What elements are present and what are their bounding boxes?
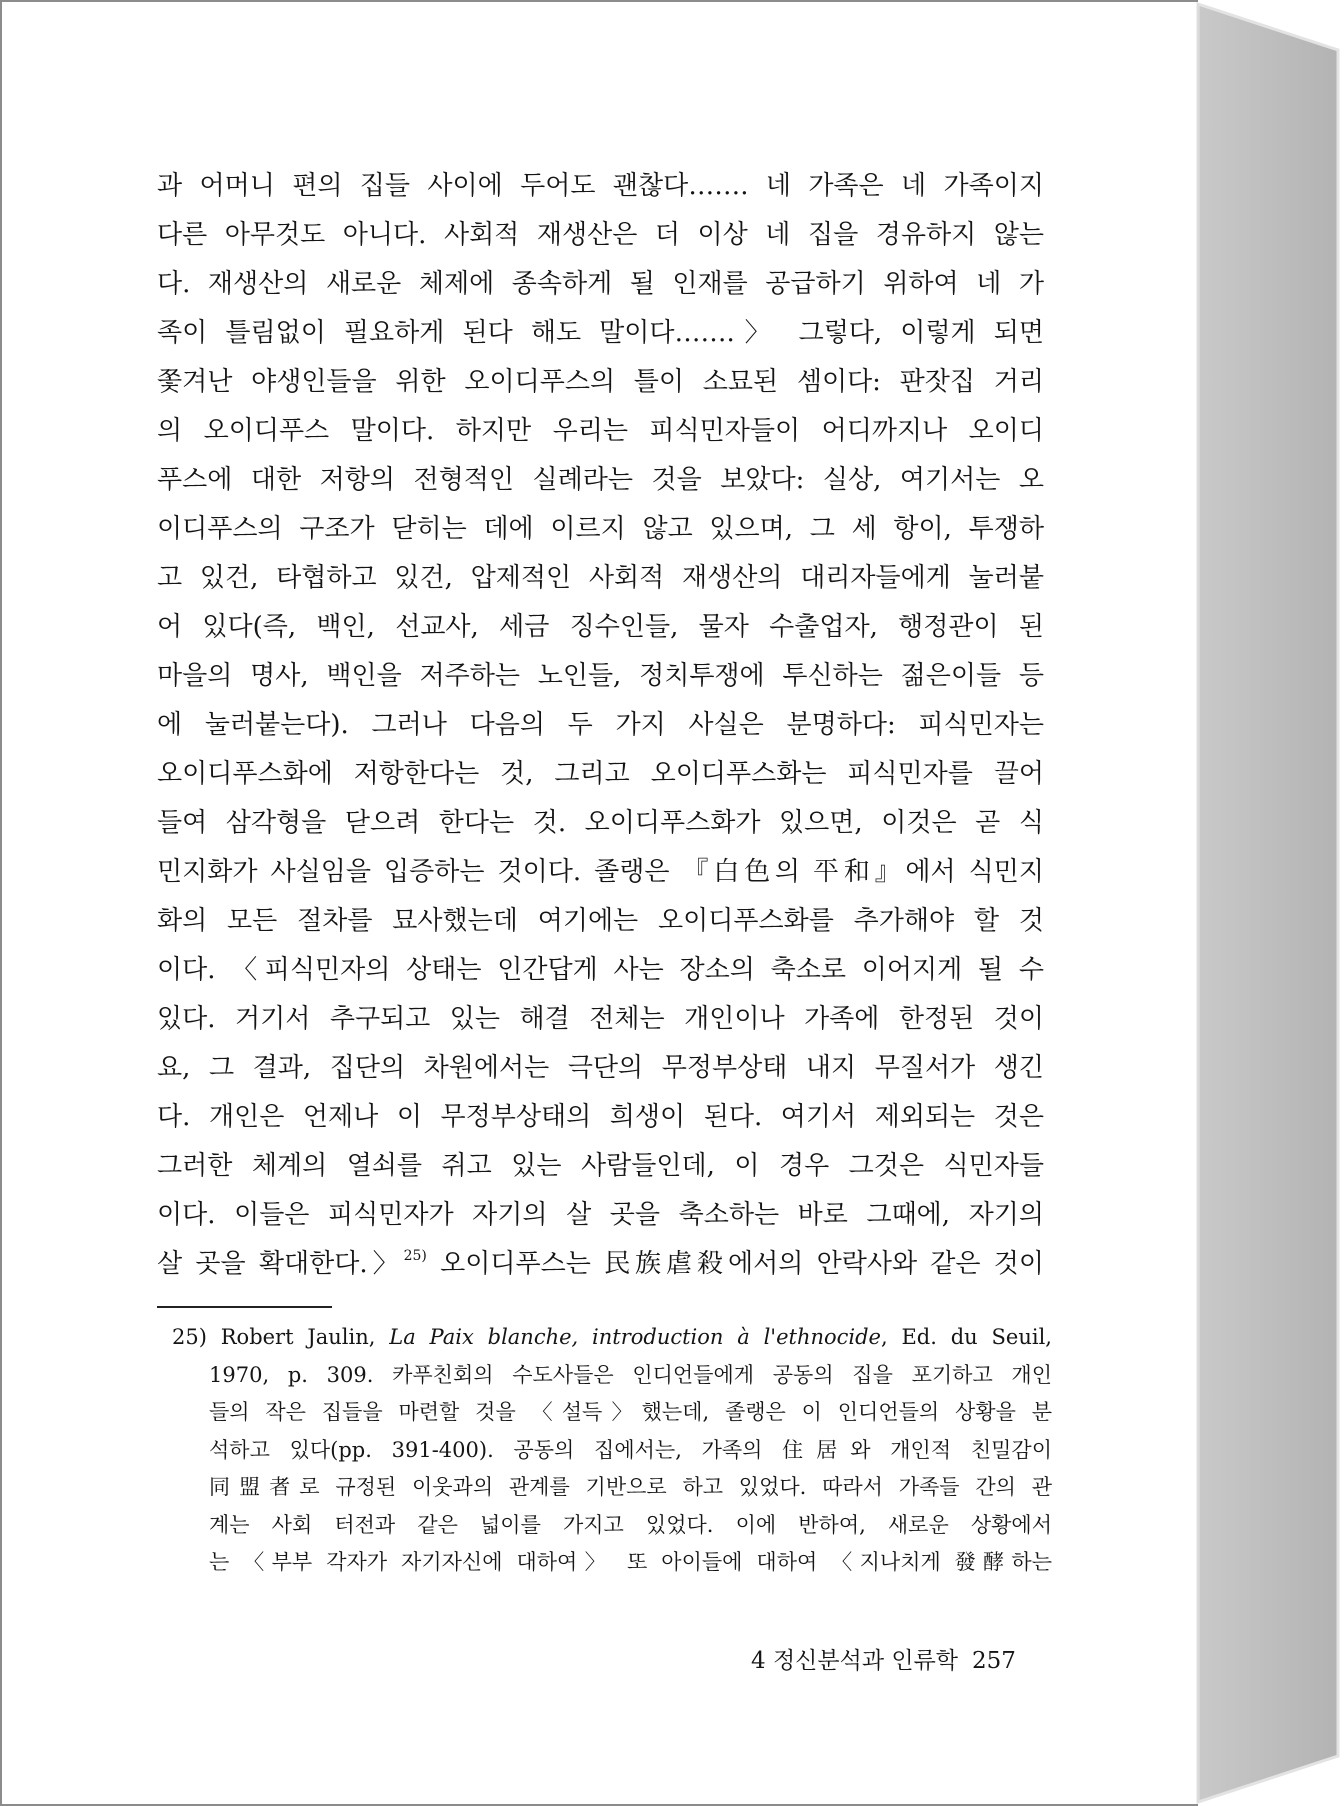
- body-text-line: 다. 재생산의 새로운 체제에 종속하게 될 인재를 공급하기 위하여 네 가: [157, 269, 1044, 299]
- body-text-line: 요, 그 결과, 집단의 차원에서는 극단의 무정부상태 내지 무질서가 생긴: [157, 1053, 1044, 1083]
- footnote: [157, 1319, 1052, 1582]
- body-text-last-line: [157, 1240, 1044, 1289]
- body-text-line: 고 있건, 타협하고 있건, 압제적인 사회적 재생산의 대리자들에게 눌러붙: [157, 563, 1044, 593]
- body-text-line: 마을의 명사, 백인을 저주하는 노인들, 정치투쟁에 투신하는 젊은이들 등: [157, 661, 1044, 691]
- book-edge-shape: [1198, 4, 1338, 1802]
- footnote-line: [172, 1319, 1052, 1357]
- running-footer-chapter: 4 정신분석과 인류학: [751, 1648, 958, 1674]
- running-footer: [751, 1645, 1031, 1677]
- footnote-reference-superscript: 25): [403, 1248, 427, 1264]
- body-text-line: 다른 아무것도 아니다. 사회적 재생산은 더 이상 네 집을 경유하지 않는: [157, 220, 1044, 250]
- footnote-line: 석하고 있다(pp. 391-400). 공동의 집에서는, 가족의 住居와 개인적 친밀감이: [209, 1437, 1052, 1462]
- body-text-line: 있다. 거기서 추구되고 있는 해결 전체는 개인이나 가족에 한정된 것이: [157, 1004, 1044, 1034]
- body-text-line: 이디푸스의 구조가 닫히는 데에 이르지 않고 있으며, 그 세 항이, 투쟁하: [157, 514, 1044, 544]
- body-text-segment: 살 곳을 확대한다.〉: [157, 1249, 404, 1279]
- footnote-line: 계는 사회 터전과 같은 넓이를 가지고 있었다. 이에 반하여, 새로운 상황에서: [209, 1512, 1052, 1537]
- body-text-line: 이다. 〈피식민자의 상태는 인간답게 사는 장소의 축소로 이어지게 될 수: [157, 955, 1044, 985]
- footnote-rule: [157, 1306, 332, 1308]
- body-text-line: 화의 모든 절차를 묘사했는데 여기에는 오이디푸스화를 추가해야 할 것: [157, 906, 1044, 936]
- body-text-line: 민지화가 사실임을 입증하는 것이다. 졸랭은 『白色의 平和』에서 식민지: [157, 857, 1044, 887]
- footnote-line: 는 〈부부 각자가 자기자신에 대하여〉 또 아이들에 대하여 〈지나치게 發酵하는: [209, 1550, 1052, 1574]
- body-text-line: 다. 개인은 언제나 이 무정부상태의 희생이 된다. 여기서 제외되는 것은: [157, 1102, 1044, 1132]
- body-text-line: 이다. 이들은 피식민자가 자기의 살 곳을 축소하는 바로 그때에, 자기의: [157, 1200, 1044, 1230]
- body-text-line: 과 어머니 편의 집들 사이에 두어도 괜찮다……. 네 가족은 네 가족이지: [157, 171, 1044, 201]
- page-number: 257: [972, 1648, 1016, 1674]
- body-text-line: 쫓겨난 야생인들을 위한 오이디푸스의 틀이 소묘된 셈이다: 판잣집 거리: [157, 367, 1044, 397]
- body-text-line: 푸스에 대한 저항의 전형적인 실례라는 것을 보았다: 실상, 여기서는 오: [157, 465, 1044, 495]
- body-text-line: 그러한 체계의 열쇠를 쥐고 있는 사람들인데, 이 경우 그것은 식민자들: [157, 1151, 1044, 1181]
- body-text-line: 오이디푸스화에 저항한다는 것, 그리고 오이디푸스화는 피식민자를 끌어: [157, 759, 1044, 789]
- footnote-number: 25): [172, 1325, 207, 1349]
- footnote-publisher: , Ed. du Seuil,: [880, 1325, 1052, 1349]
- footnote-title: La Paix blanche, introduction à l'ethnocide: [389, 1325, 881, 1349]
- footnote-author: Robert Jaulin,: [220, 1325, 376, 1349]
- footnote-line: 同盟者로 규정된 이웃과의 관계를 기반으로 하고 있었다. 따라서 가족들 간의 관: [209, 1475, 1052, 1499]
- footnote-line: 들의 작은 집들을 마련할 것을 〈설득〉했는데, 졸랭은 이 인디언들의 상황을 분: [209, 1400, 1052, 1424]
- body-text-line: 어 있다(즉, 백인, 선교사, 세금 징수인들, 물자 수출업자, 행정관이 된: [157, 612, 1044, 642]
- body-text-line: 의 오이디푸스 말이다. 하지만 우리는 피식민자들이 어디까지나 오이디: [157, 416, 1044, 446]
- body-text-segment: 오이디푸스는 民族虐殺에서의 안락사와 같은 것이: [440, 1249, 1044, 1279]
- body-text-line: 들여 삼각형을 닫으려 한다는 것. 오이디푸스화가 있으면, 이것은 곧 식: [157, 808, 1044, 838]
- book-page-edge: [1196, 0, 1342, 1806]
- footnote-line: 1970, p. 309. 카푸친회의 수도사들은 인디언들에게 공동의 집을 포기하고 개인: [209, 1362, 1052, 1387]
- body-text-line: 족이 틀림없이 필요하게 된다 해도 말이다…….〉 그렇다, 이렇게 되면: [157, 318, 1044, 348]
- body-text: [157, 162, 1044, 1289]
- body-text-line: 에 눌러붙는다). 그러나 다음의 두 가지 사실은 분명하다: 피식민자는: [157, 710, 1044, 740]
